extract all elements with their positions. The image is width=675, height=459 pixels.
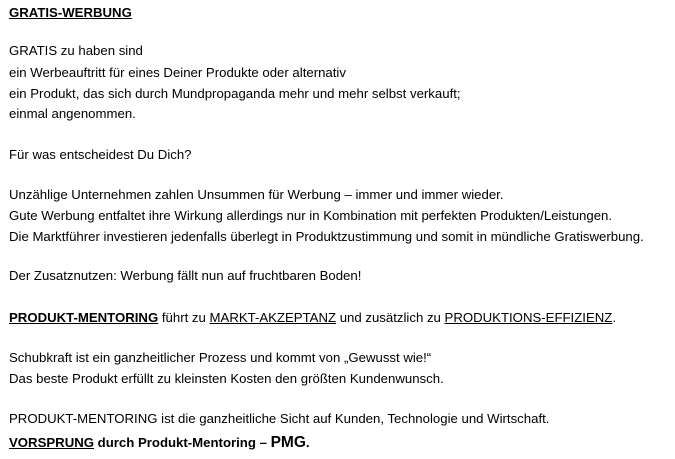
- mentoring-text-2: und zusätzlich zu: [336, 310, 445, 325]
- closing-line: [9, 433, 310, 453]
- mentoring-text-3: .: [612, 310, 616, 325]
- intro-line-1: GRATIS zu haben sind: [9, 43, 143, 58]
- term-vorsprung: VORSPRUNG: [9, 435, 94, 450]
- term-produkt-mentoring: PRODUKT-MENTORING: [9, 310, 159, 325]
- closing-text: durch Produkt-Mentoring –: [94, 435, 271, 450]
- intro-line-3: ein Produkt, das sich durch Mundpropaganda mehr und mehr selbst verkauft;: [9, 86, 461, 101]
- mentoring-line: [9, 310, 616, 326]
- mentoring-text-1: führt zu: [158, 310, 210, 325]
- push-line-2: Das beste Produkt erfüllt zu kleinsten Kosten den größten Kundenwunsch.: [9, 371, 444, 386]
- holistic-line: PRODUKT-MENTORING ist die ganzheitliche Sicht auf Kunden, Technologie und Wirtschaft.: [9, 411, 550, 426]
- ads-line-1: Unzählige Unternehmen zahlen Unsummen für Werbung – immer und immer wieder.: [9, 187, 504, 202]
- brand-pmg: PMG: [270, 434, 306, 451]
- question-line: Für was entscheidest Du Dich?: [9, 147, 192, 162]
- ads-line-3: Die Marktführer investieren jedenfalls überlegt in Produktzustimmung und somit in mündliche Gratiswerbung.: [9, 229, 644, 244]
- push-line-1: Schubkraft ist ein ganzheitlicher Prozess und kommt von „Gewusst wie!“: [9, 350, 432, 365]
- extra-benefit-line: Der Zusatznutzen: Werbung fällt nun auf fruchtbaren Boden!: [9, 268, 362, 283]
- closing-period: .: [305, 435, 310, 450]
- intro-line-4: einmal angenommen.: [9, 106, 136, 121]
- term-produktions-effizienz: PRODUKTIONS-EFFIZIENZ: [444, 310, 613, 325]
- ads-line-2: Gute Werbung entfaltet ihre Wirkung allerdings nur in Kombination mit perfekten Produkten/Leistungen.: [9, 208, 613, 223]
- term-markt-akzeptanz: MARKT-AKZEPTANZ: [209, 310, 337, 325]
- intro-line-2: ein Werbeauftritt für eines Deiner Produkte oder alternativ: [9, 65, 346, 80]
- document-title: GRATIS-WERBUNG: [9, 5, 132, 20]
